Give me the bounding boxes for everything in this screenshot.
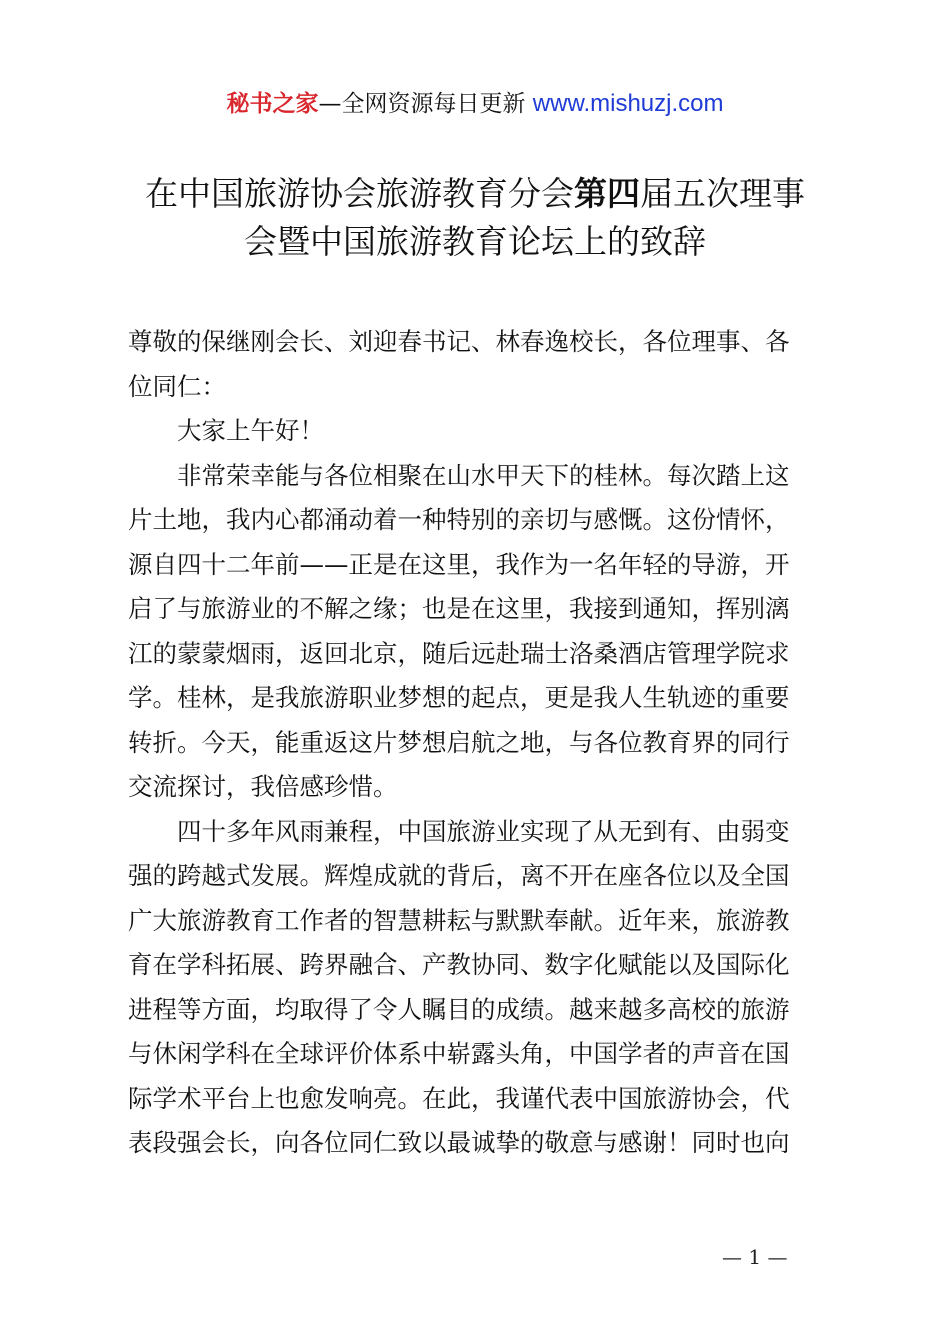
site-header: [0, 88, 950, 120]
paragraph-line: 非常荣幸能与各位相聚在山水甲天下的桂林。每次踏上这: [177, 460, 790, 490]
page-number: — 1 —: [722, 1245, 788, 1269]
site-url-link[interactable]: www.mishuzj.com: [532, 90, 724, 117]
paragraph-line: 源自四十二年前——正是在这里，我作为一名年轻的导游，开: [128, 549, 790, 579]
title-line-1-end: 届五次理事: [640, 174, 805, 213]
title-line-1-bold: 第四: [574, 174, 640, 213]
paragraph-line: 与休闲学科在全球评价体系中崭露头角，中国学者的声音在国: [128, 1039, 790, 1068]
title-line-1-start: 在中国旅游协会旅游教育分会: [145, 174, 574, 213]
paragraph-line: 江的蒙蒙烟雨，返回北京，随后远赴瑞士洛桑酒店管理学院求: [128, 638, 790, 668]
greeting-line: 大家上午好！: [177, 416, 324, 445]
title-line-2: 会暨中国旅游教育论坛上的致辞: [244, 222, 706, 261]
paragraph-line: 广大旅游教育工作者的智慧耕耘与默默奉献。近年来，旅游教: [128, 905, 790, 935]
paragraph-line: 交流探讨，我倍感珍惜。: [128, 772, 398, 801]
document-title: [110, 170, 840, 266]
document-body: [128, 320, 833, 1166]
title-line-1: [110, 170, 840, 218]
paragraph-line: 转折。今天，能重返这片梦想启航之地，与各位教育界的同行: [128, 727, 790, 757]
paragraph-line: 强的跨越式发展。辉煌成就的背后，离不开在座各位以及全国: [128, 861, 790, 890]
paragraph-line: 进程等方面，均取得了令人瞩目的成绩。越来越多高校的旅游: [128, 994, 790, 1024]
paragraph-line: 育在学科拓展、跨界融合、产教协同、数字化赋能以及国际化: [128, 950, 790, 979]
paragraph-line: 际学术平台上也愈发响亮。在此，我谨代表中国旅游协会，代: [128, 1083, 790, 1113]
paragraph-line: 启了与旅游业的不解之缘；也是在这里，我接到通知，挥别漓: [128, 594, 790, 623]
paragraph-line: 片土地，我内心都涌动着一种特别的亲切与感慨。这份情怀，: [128, 505, 790, 534]
paragraph-line: 学。桂林，是我旅游职业梦想的起点，更是我人生轨迹的重要: [128, 683, 790, 712]
paragraph-line: 四十多年风雨兼程，中国旅游业实现了从无到有、由弱变: [177, 816, 790, 846]
paragraph-line: 表段强会长，向各位同仁致以最诚挚的敬意与感谢！同时也向: [128, 1128, 790, 1157]
salutation-line: 位同仁：: [128, 371, 226, 401]
site-brand: 秘书之家: [226, 91, 319, 117]
site-tagline: —全网资源每日更新: [318, 91, 533, 117]
salutation-line: 尊敬的保继刚会长、刘迎春书记、林春逸校长，各位理事、各: [128, 327, 790, 356]
